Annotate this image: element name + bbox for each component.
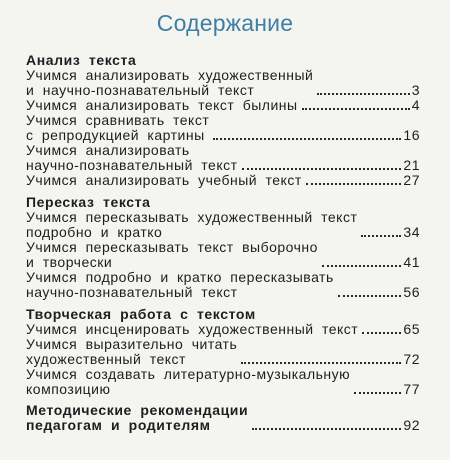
dot-leader bbox=[362, 332, 401, 334]
entry-text: Учимся пересказывать текст выборочно и творчески bbox=[26, 239, 318, 270]
page-title: Содержание bbox=[156, 10, 294, 36]
toc-entry bbox=[26, 322, 420, 337]
page-number: 41 bbox=[403, 254, 420, 270]
dot-leader bbox=[338, 295, 402, 297]
page-number: 4 bbox=[411, 97, 420, 113]
entry-text: Учимся анализировать текст былины bbox=[26, 97, 298, 113]
dot-leader bbox=[317, 93, 409, 95]
dot-leader bbox=[252, 428, 401, 430]
section-title: Анализ текста bbox=[26, 52, 137, 68]
section-title: Творческая работа с текстом bbox=[26, 306, 256, 322]
entry-text: Учимся анализировать научно-познавательный текст bbox=[26, 142, 238, 173]
entry-text: Учимся сравнивать текст с репродукцией картины bbox=[26, 112, 210, 143]
dot-leader bbox=[354, 392, 401, 394]
page-number: 92 bbox=[403, 417, 420, 433]
page-number: 77 bbox=[403, 381, 420, 397]
toc-section-retelling bbox=[26, 194, 420, 300]
entry-text: Учимся выразительно читать художественный текст bbox=[26, 336, 238, 367]
page-number: 65 bbox=[403, 321, 420, 337]
toc-entry bbox=[26, 240, 420, 270]
entry-text: Учимся анализировать художественный и научно-познавательный текст bbox=[26, 67, 314, 98]
dot-leader bbox=[213, 138, 401, 140]
toc-entry bbox=[26, 367, 420, 397]
dot-leader bbox=[302, 108, 410, 110]
toc-section-recommendations bbox=[26, 403, 420, 433]
toc-entry bbox=[26, 337, 420, 367]
dot-leader bbox=[241, 362, 401, 364]
entry-text: Учимся подробно и кратко пересказывать научно-познавательный текст bbox=[26, 269, 334, 300]
toc-entry bbox=[26, 270, 420, 300]
toc-entry bbox=[26, 98, 420, 113]
entry-text: Методические рекомендации педагогам и родителям bbox=[26, 402, 249, 433]
page-number: 16 bbox=[403, 127, 420, 143]
toc-entry bbox=[26, 210, 420, 240]
page-number: 3 bbox=[411, 82, 420, 98]
dot-leader bbox=[322, 265, 401, 267]
toc-entry bbox=[26, 173, 420, 188]
page-number: 21 bbox=[403, 157, 420, 173]
section-title: Пересказ текста bbox=[26, 194, 151, 210]
page-number: 34 bbox=[403, 224, 420, 240]
page-number: 72 bbox=[403, 351, 420, 367]
toc-entry bbox=[26, 403, 420, 433]
toc-entry bbox=[26, 113, 420, 143]
toc-section-creative-work bbox=[26, 306, 420, 397]
toc-section-text-analysis bbox=[26, 52, 420, 188]
table-of-contents bbox=[26, 52, 420, 439]
dot-leader bbox=[306, 183, 402, 185]
dot-leader bbox=[361, 235, 401, 237]
entry-text: Учимся пересказывать художественный текст подробно и кратко bbox=[26, 209, 358, 240]
toc-entry bbox=[26, 143, 420, 173]
entry-text: Учимся анализировать учебный текст bbox=[26, 172, 302, 188]
entry-text: Учимся создавать литературно-музыкальную композицию bbox=[26, 366, 351, 397]
toc-entry bbox=[26, 68, 420, 98]
page-number: 27 bbox=[403, 172, 420, 188]
page-number: 56 bbox=[403, 284, 420, 300]
entry-text: Учимся инсценировать художественный текст bbox=[26, 321, 359, 337]
dot-leader bbox=[242, 168, 402, 170]
